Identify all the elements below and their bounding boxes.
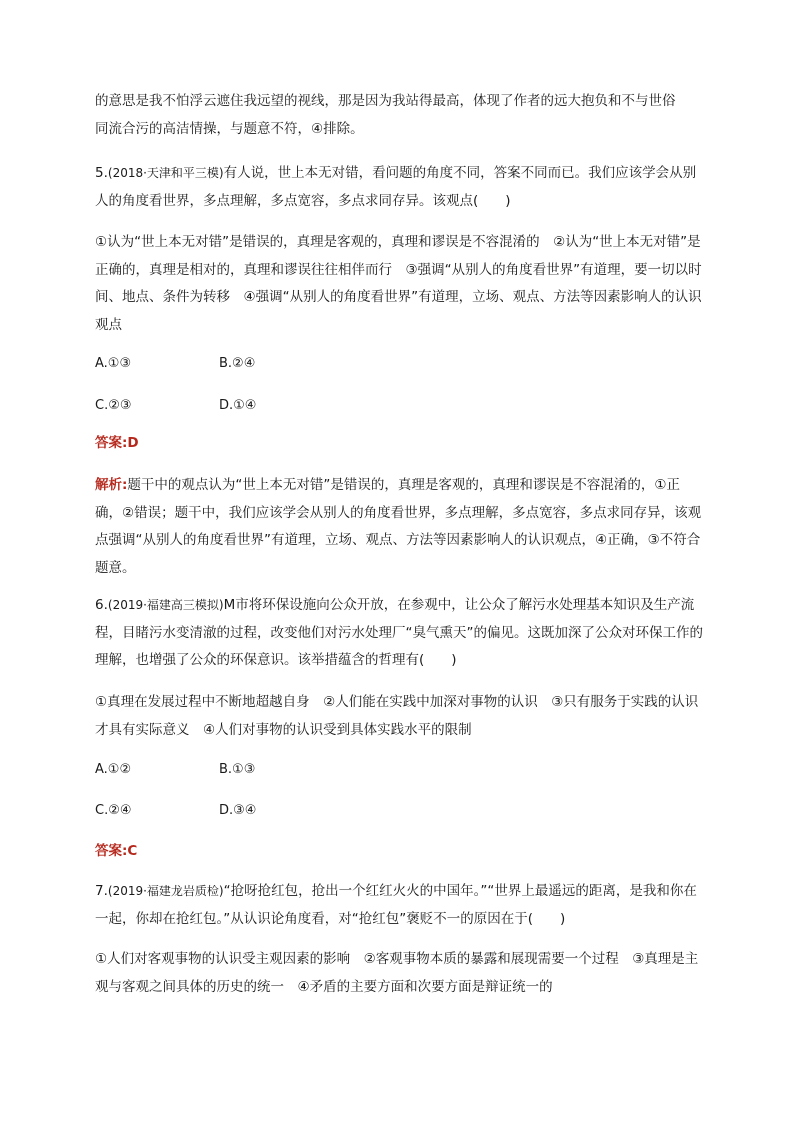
question-7-statements [95,946,705,1001]
option-a: A.①② [95,762,132,777]
question-6-stem [95,592,705,675]
intro-line-2: 同流合污的高洁情操，与题意不符，④排除。 [95,120,364,137]
option-b: B.①③ [219,762,256,777]
statements-text: ①认为“世上本无对错”是错误的，真理是客观的，真理和谬误是不容混淆的 ②认为“世上本无对错”是正确的，真理是相对的，真理和谬误往往相伴而行 ③强调“从别人的角度看世界”有道理，要一切以时间、地点、条件为转移 ④强调“从别人的角度看世界”有道理，立场、观点、方法等因素影响人的认识观点 [95,234,702,333]
option-d: D.①④ [219,398,257,413]
analysis-label: 解析: [95,477,128,493]
intro-paragraph [95,88,705,143]
question-text: “抢呀抢红包，抢出一个红红火火的中国年。”“世界上最遥远的距离，是我和你在一起，你却在抢红包。”从认识论角度看，对“抢红包”褒贬不一的原因在于( ) [95,883,697,927]
question-6-answer [95,838,705,866]
question-number: 6. [95,597,108,613]
question-text: 有人说，世上本无对错，看问题的角度不同，答案不同而已。我们应该学会从别人的角度看世界，多点理解，多点宽容，多点求同存异。该观点( ) [95,165,697,209]
question-number: 5. [95,165,108,181]
question-6-statements [95,689,705,744]
option-c: C.②③ [95,398,132,413]
option-a: A.①③ [95,356,132,371]
answer-value: D [127,435,139,451]
question-5-statements [95,229,705,339]
analysis-text: 题干中的观点认为“世上本无对错”是错误的，真理是客观的，真理和谬误是不容混淆的，①正确，②错误；题干中，我们应该学会从别人的角度看世界，多点理解，多点宽容，多点求同存异，该观点强调“从别人的角度看世界”有道理，立场、观点、方法等因素影响人的认识观点，④正确，③不符合题意。 [95,477,702,576]
question-number: 7. [95,883,108,899]
statements-text: ①人们对客观事物的认识受主观因素的影响 ②客观事物本质的暴露和展现需要一个过程 ③真理是主观与客观之间具体的历史的统一 ④矛盾的主要方面和次要方面是辩证统一的 [95,951,699,995]
option-d: D.③④ [219,803,257,818]
answer-label: 答案: [95,843,128,859]
question-5-analysis [95,472,705,582]
question-text: M市将环保设施向公众开放，在参观中，让公众了解污水处理基本知识及生产流程，目睹污水变清澈的过程，改变他们对污水处理厂“臭气熏天”的偏见。这既加深了公众对环保工作的理解，也增强了公众的环保意识。该举措蕴含的哲理有( ) [95,597,703,668]
answer-label: 答案: [95,435,128,451]
question-5-answer [95,430,705,458]
option-b: B.②④ [219,356,256,371]
statements-text: ①真理在发展过程中不断地超越自身 ②人们能在实践中加深对事物的认识 ③只有服务于实践的认识才具有实际意义 ④人们对事物的认识受到具体实践水平的限制 [95,694,699,738]
question-source: (2018·天津和平三模) [107,166,224,180]
question-source: (2019·福建高三模拟) [107,598,224,612]
question-source: (2019·福建龙岩质检) [107,884,224,898]
question-5-stem [95,160,705,215]
option-c: C.②④ [95,803,132,818]
intro-line-1: 的意思是我不怕浮云遮住我远望的视线，那是因为我站得最高，体现了作者的远大抱负和不与世俗 [95,93,676,109]
question-7-stem [95,878,705,933]
answer-value: C [127,843,138,859]
